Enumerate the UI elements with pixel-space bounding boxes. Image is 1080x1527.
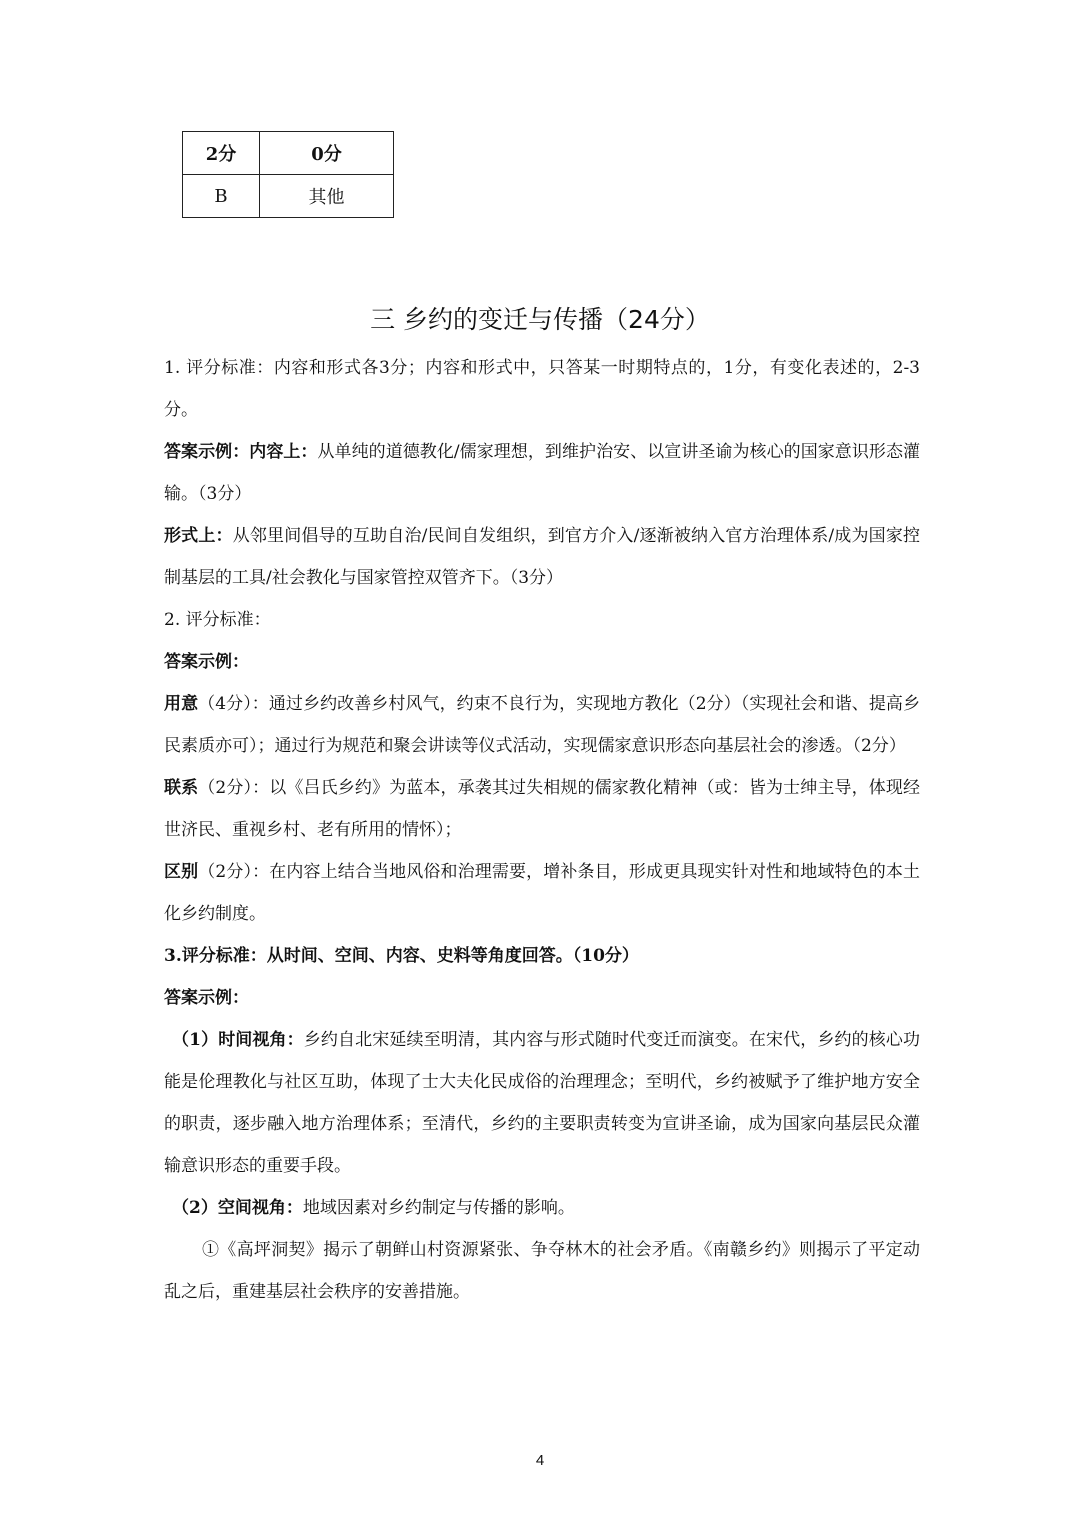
table-cell: 0分 [260, 132, 394, 175]
q1-content [164, 431, 920, 515]
page-number: 4 [535, 1452, 545, 1469]
table-cell: 其他 [260, 175, 394, 218]
table-cell: B [183, 175, 260, 218]
q1-answer-label: 答案示例： [164, 442, 250, 462]
q1-content-text: 从单纯的道德教化/儒家理想，到维护治安、以宣讲圣谕为核心的国家意识形态灌输。（3分） [164, 442, 921, 504]
q3-criteria [164, 935, 920, 977]
q3-item1: ①《高坪洞契》揭示了朝鲜山村资源紧张、争夺林木的社会矛盾。《南赣乡约》则揭示了平定动乱之后，重建基层社会秩序的安善措施。 [164, 1240, 920, 1302]
q3-space-label: （2）空间视角： [172, 1198, 303, 1218]
q3-answer [164, 977, 920, 1019]
q1-label: 1. 评分标准： [164, 358, 274, 378]
q2-link [164, 767, 920, 851]
q2-intent-text: （4分）：通过乡约改善乡村风气，约束不良行为，实现地方教化（2分）（实现社会和谐、提高乡民素质亦可）；通过行为规范和聚会讲读等仪式活动，实现儒家意识形态向基层社会的渗透。（2分） [164, 694, 920, 756]
table-cell: 2分 [183, 132, 260, 175]
q1-text: 内容和形式各3分；内容和形式中，只答某一时期特点的，1分，有变化表述的，2-3分。 [164, 358, 920, 420]
q3-space-text: 地域因素对乡约制定与传播的影响。 [302, 1198, 575, 1218]
q3-time [164, 1019, 920, 1187]
q2-intent-label: 用意 [164, 694, 199, 714]
q2-link-label: 联系 [164, 778, 199, 798]
q1-form-text: 从邻里间倡导的互助自治/民间自发组织，到官方介入/逐渐被纳入官方治理体系/成为国家控制基层的工具/社会教化与国家管控双管齐下。（3分） [164, 526, 921, 588]
q2-criteria [164, 599, 920, 641]
q3-time-label: （1）时间视角： [172, 1030, 304, 1050]
section-title: 三 乡约的变迁与传播（24分） [370, 305, 710, 334]
q1-criteria [164, 347, 920, 431]
q2-intent [164, 683, 920, 767]
q2-diff [164, 851, 920, 935]
table-header-row [183, 132, 394, 175]
q2-answer [164, 641, 920, 683]
q2-answer-label: 答案示例： [164, 652, 249, 672]
q1-form-label: 形式上： [164, 526, 233, 546]
q3-answer-label: 答案示例： [164, 988, 249, 1008]
q1-form [164, 515, 920, 599]
q3-label: 3.评分标准：从时间、空间、内容、史料等角度回答。（10分） [164, 946, 639, 966]
q2-diff-label: 区别 [164, 862, 199, 882]
q1-content-label: 内容上： [249, 442, 318, 462]
q2-diff-text: （2分）：在内容上结合当地风俗和治理需要，增补条目，形成更具现实针对性和地域特色的本土化乡约制度。 [164, 862, 920, 924]
q3-time-text: 乡约自北宋延续至明清，其内容与形式随时代变迁而演变。在宋代，乡约的核心功能是伦理教化与社区互助，体现了士大夫化民成俗的治理理念；至明代，乡约被赋予了维护地方安全的职责，逐步融入地方治理体系；至清代，乡约的主要职责转变为宣讲圣谕，成为国家向基层民众灌输意识形态的重要手段。 [164, 1030, 920, 1176]
table-row [183, 175, 394, 218]
q2-label: 2. 评分标准： [164, 610, 271, 630]
q2-link-text: （2分）：以《吕氏乡约》为蓝本，承袭其过失相规的儒家教化精神（或：皆为士绅主导，体现经世济民、重视乡村、老有所用的情怀）； [164, 778, 920, 840]
answer-content [164, 347, 920, 1313]
score-table [182, 131, 394, 218]
q3-space [164, 1187, 920, 1229]
